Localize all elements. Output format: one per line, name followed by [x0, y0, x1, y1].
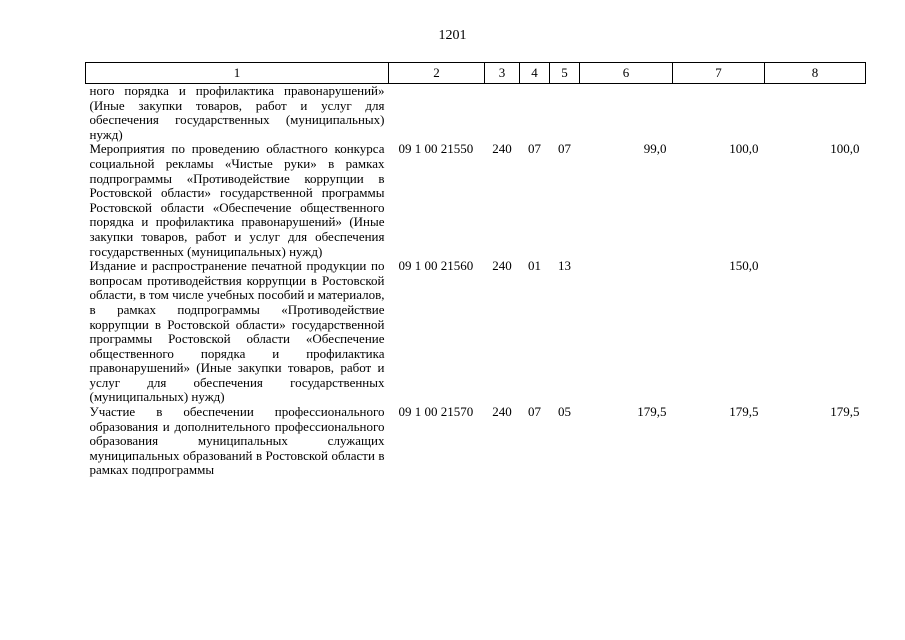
row-section: 01 [528, 258, 541, 274]
budget-table [85, 62, 866, 478]
column-header-4: 4 [520, 63, 550, 84]
row-amount-col7: 100,0 [729, 141, 759, 157]
row-amount-col7: 179,5 [729, 404, 759, 420]
row-expense-type [485, 84, 520, 143]
row-amount-col8 [765, 259, 866, 405]
row-description: Участие в обеспечении профессионального образования и дополнительного профессионального образования муниципальных служащих муниципальных образований в Ростовской области в рамках подпрограммы [89, 404, 385, 478]
row-subsection: 13 [558, 258, 571, 274]
row-target-code: 09 1 00 21560 [398, 258, 474, 274]
page-number: 1201 [438, 28, 467, 43]
row-target-code: 09 1 00 21570 [398, 404, 474, 420]
column-header-8: 8 [765, 63, 866, 84]
row-expense-type: 240 [492, 141, 512, 157]
row-description: Издание и распространение печатной продукции по вопросам противодействия коррупции в Ростовской области, в том числе учебных пособий и материалов, в рамках подпрограммы «Противодействие коррупции в Ростовской области» государственной программы Ростовской области «Обеспечение общественного порядка и профилактика правонарушений» (Иные закупки товаров, работ и услуг для обеспечения государственных (муниципальных) нужд) [89, 258, 385, 405]
row-subsection [550, 84, 580, 143]
row-description: Мероприятия по проведению областного конкурса социальной рекламы «Чистые руки» в рамках подпрограммы «Противодействие коррупции в Ростовской области» государственной программы Ростовской области «Обеспечение общественного порядка и профилактика правонарушений» (Иные закупки товаров, работ и услуг для обеспечения государственных (муниципальных) нужд) [89, 141, 385, 259]
row-amount-col6 [580, 84, 673, 143]
row-description: ного порядка и профилактика правонарушений» (Иные закупки товаров, работ и услуг для обеспечения государственных (муниципальных) нужд) [89, 83, 385, 142]
row-amount-col8: 100,0 [830, 141, 860, 157]
column-header-7: 7 [673, 63, 765, 84]
table-row [86, 259, 866, 405]
row-amount-col8 [765, 84, 866, 143]
row-target-code [389, 84, 485, 143]
row-expense-type: 240 [492, 404, 512, 420]
row-section [520, 84, 550, 143]
row-amount-col6 [580, 259, 673, 405]
column-header-2: 2 [389, 63, 485, 84]
row-amount-col8: 179,5 [830, 404, 860, 420]
table-row [86, 142, 866, 259]
row-subsection: 07 [558, 141, 571, 157]
row-amount-col6: 99,0 [643, 141, 667, 157]
row-section: 07 [528, 141, 541, 157]
table-row [86, 84, 866, 143]
row-section: 07 [528, 404, 541, 420]
row-subsection: 05 [558, 404, 571, 420]
column-header-6: 6 [580, 63, 673, 84]
column-header-5: 5 [550, 63, 580, 84]
table-row [86, 405, 866, 478]
column-header-1: 1 [86, 63, 389, 84]
row-amount-col7 [673, 84, 765, 143]
row-expense-type: 240 [492, 258, 512, 274]
row-amount-col6: 179,5 [637, 404, 667, 420]
row-target-code: 09 1 00 21550 [398, 141, 474, 157]
column-header-3: 3 [485, 63, 520, 84]
table-header-row [86, 63, 866, 84]
row-amount-col7: 150,0 [729, 258, 759, 274]
